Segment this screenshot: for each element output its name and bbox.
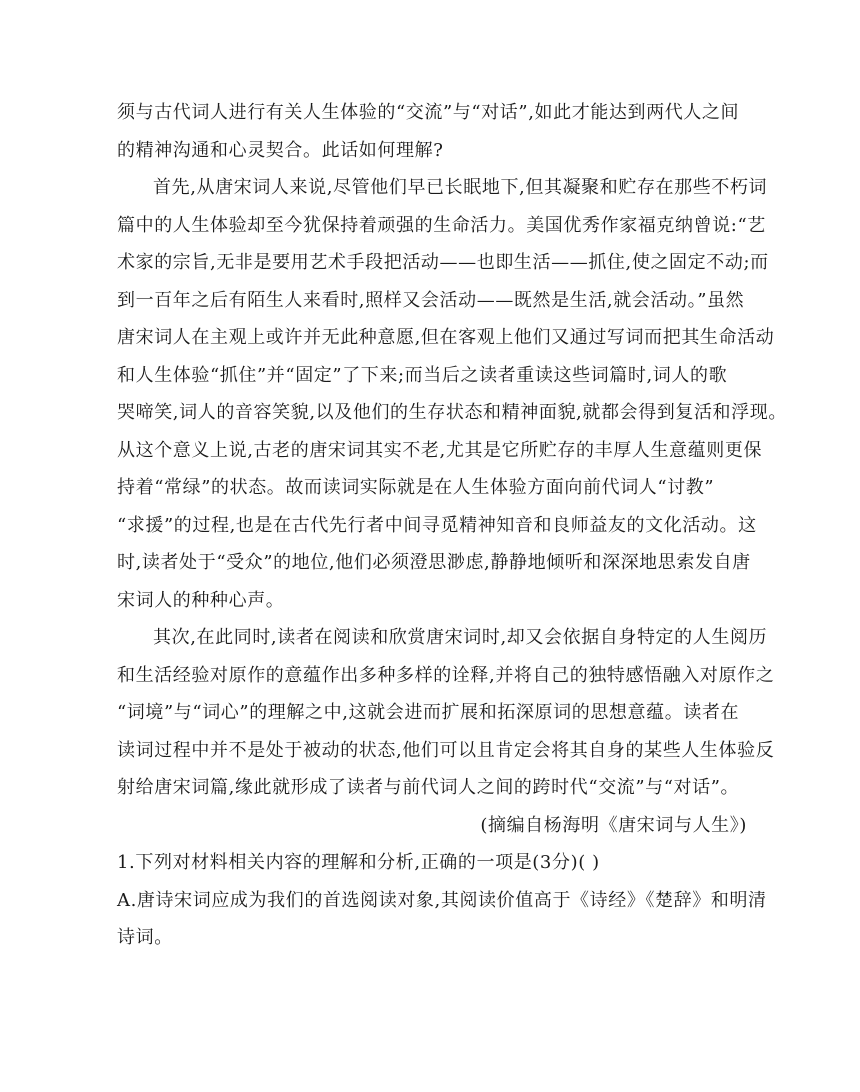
passage-line: 须与古代词人进行有关人生体验的“交流”与“对话”,如此才能达到两代人之间: [117, 102, 740, 123]
passage-line: 射给唐宋词篇,缘此就形成了读者与前代词人之间的跨时代“交流”与“对话”。: [117, 777, 740, 798]
passage-line: 时,读者处于“受众”的地位,他们必须澄思渺虑,静静地倾听和深深地思索发自唐: [117, 552, 751, 573]
passage-line: 到一百年之后有陌生人来看时,照样又会活动——既然是生活,就会活动。”虽然: [117, 289, 745, 311]
passage-line: 术家的宗旨,无非是要用艺术手段把活动——也即生活——抓住,使之固定不动;而: [117, 252, 769, 273]
option-a-continuation: 诗词。: [117, 927, 173, 948]
passage-line: 哭啼笑,词人的音容笑貌,以及他们的生存状态和精神面貌,就都会得到复活和浮现。: [117, 402, 787, 423]
passage-line: 首先,从唐宋词人来说,尽管他们早已长眠地下,但其凝聚和贮存在那些不朽词: [153, 177, 768, 198]
option-a: A.唐诗宋词应成为我们的首选阅读对象,其阅读价值高于《诗经》《楚辞》和明清: [117, 889, 767, 911]
passage-line: 从这个意义上说,古老的唐宋词其实不老,尤其是它所贮存的丰厚人生意蕴则更保: [117, 439, 763, 461]
passage-line: 和生活经验对原作的意蕴作出多种多样的诠释,并将自己的独特感悟融入对原作之: [117, 664, 775, 686]
passage-line: 唐宋词人在主观上或许并无此种意愿,但在客观上他们又通过写词而把其生命活动: [117, 327, 775, 348]
question-stem: 1.下列对材料相关内容的理解和分析,正确的一项是(3分)( ): [117, 852, 600, 873]
source-citation: (摘编自杨海明《唐宋词与人生》): [480, 814, 747, 836]
passage-line: “词境”与“词心”的理解之中,这就会进而扩展和拓深原词的思想意蕴。读者在: [117, 702, 740, 723]
passage-line: 的精神沟通和心灵契合。此话如何理解?: [117, 139, 444, 161]
passage-line: 其次,在此同时,读者在阅读和欣赏唐宋词时,却又会依据自身特定的人生阅历: [153, 627, 768, 648]
passage-line: “求援”的过程,也是在古代先行者中间寻觅精神知音和良师益友的文化活动。这: [117, 514, 757, 536]
passage-line: 篇中的人生体验却至今犹保持着顽强的生命活力。美国优秀作家福克纳曾说:“艺: [117, 214, 766, 236]
passage-line: 持着“常绿”的状态。故而读词实际就是在人生体验方面向前代词人“讨教”: [117, 477, 715, 498]
passage-line: 读词过程中并不是处于被动的状态,他们可以且肯定会将其自身的某些人生体验反: [117, 739, 775, 761]
passage-line: 和人生体验“抓住”并“固定”了下来;而当后之读者重读这些词篇时,词人的歌: [117, 364, 728, 386]
document-page: [117, 94, 787, 957]
passage-line: 宋词人的种种心声。: [117, 589, 285, 611]
